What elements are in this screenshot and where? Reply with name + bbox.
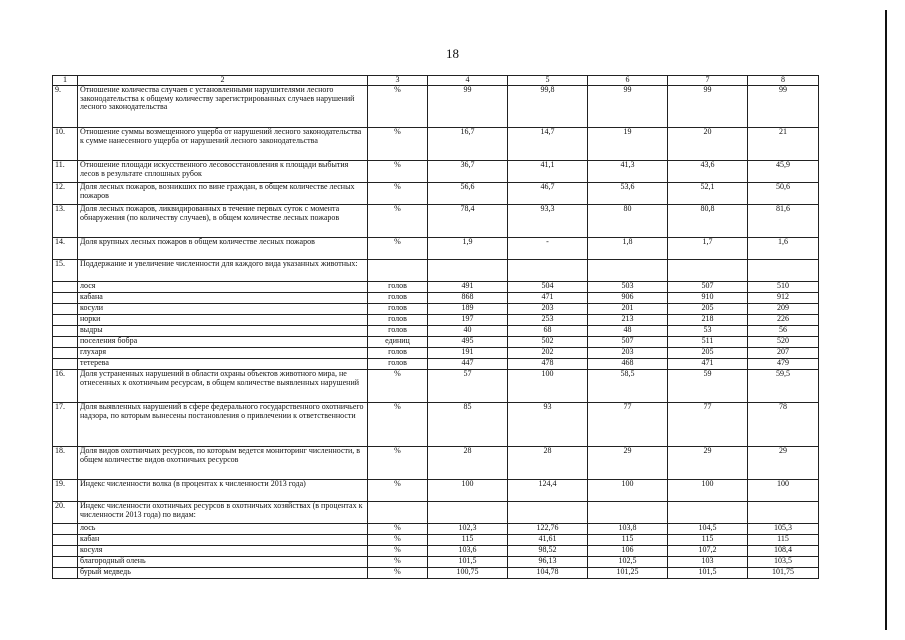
unit: % [368,557,428,568]
value-cell: 107,2 [668,546,748,557]
value-cell: 115 [748,535,819,546]
unit [368,260,428,282]
indicator-name: Поддержание и увеличение численности для каждого вида указанных животных: [78,260,368,282]
value-cell [668,260,748,282]
value-cell: 100 [428,480,508,502]
value-cell: 491 [428,282,508,293]
row-number: 13. [53,205,78,238]
page-number: 18 [446,46,459,61]
unit: % [368,480,428,502]
value-cell: 104,5 [668,524,748,535]
value-cell: 20 [668,128,748,161]
indicator-name: Отношение площади искусственного лесовосстановления к площади выбытия лесов в результате сплошных рубок [78,161,368,183]
table-header-row [53,76,819,86]
indicator-name: Отношение количества случаев с установленными нарушителями лесного законодательства к общему количеству зарегистрированных случаев нарушений лесного законодательства [78,86,368,128]
indicator-name: Индекс численности волка (в процентах к численности 2013 года) [78,480,368,502]
value-cell: 106 [588,546,668,557]
value-cell: 58,5 [588,370,668,403]
value-cell: 99 [668,86,748,128]
value-cell: 53 [668,326,748,337]
value-cell: 478 [508,359,588,370]
indicator-name: тетерева [78,359,368,370]
indicator-name: благородный олень [78,557,368,568]
value-cell: 197 [428,315,508,326]
indicators-table [52,75,819,579]
value-cell: 203 [508,304,588,315]
value-cell: 520 [748,337,819,348]
column-header: 6 [588,76,668,86]
table-subrow [53,557,819,568]
value-cell: 205 [668,304,748,315]
value-cell: 40 [428,326,508,337]
row-number [53,282,78,293]
value-cell [508,502,588,524]
value-cell: 28 [508,447,588,480]
value-cell: 471 [508,293,588,304]
value-cell: 226 [748,315,819,326]
value-cell: 85 [428,403,508,447]
row-number [53,557,78,568]
indicator-name: поселения бобра [78,337,368,348]
value-cell: 101,5 [428,557,508,568]
value-cell: 253 [508,315,588,326]
unit: % [368,370,428,403]
value-cell: 495 [428,337,508,348]
indicator-name: кабана [78,293,368,304]
value-cell [588,260,668,282]
row-number [53,326,78,337]
value-cell: 115 [428,535,508,546]
row-number: 10. [53,128,78,161]
column-header: 5 [508,76,588,86]
row-number: 20. [53,502,78,524]
value-cell: 99 [588,86,668,128]
indicator-name: косули [78,304,368,315]
row-number [53,315,78,326]
table-subrow [53,337,819,348]
table-subrow [53,348,819,359]
value-cell: 80,8 [668,205,748,238]
value-cell: 101,75 [748,568,819,579]
column-header: 3 [368,76,428,86]
value-cell: 471 [668,359,748,370]
indicator-name: Доля видов охотничьих ресурсов, по которым ведется мониторинг численности, в общем количестве видов охотничьих ресурсов [78,447,368,480]
table-subrow [53,568,819,579]
value-cell: 68 [508,326,588,337]
table-row [53,161,819,183]
unit: % [368,568,428,579]
indicator-name: Доля лесных пожаров, возникших по вине граждан, в общем количестве лесных пожаров [78,183,368,205]
table-subrow [53,546,819,557]
row-number [53,337,78,348]
unit: голов [368,348,428,359]
value-cell: 124,4 [508,480,588,502]
value-cell: 29 [588,447,668,480]
value-cell: 1,6 [748,238,819,260]
value-cell: 28 [428,447,508,480]
unit: % [368,86,428,128]
value-cell: 53,6 [588,183,668,205]
table-row [53,447,819,480]
unit: единиц [368,337,428,348]
value-cell: - [508,238,588,260]
value-cell: 41,61 [508,535,588,546]
table-row [53,260,819,282]
table-subrow [53,282,819,293]
value-cell: 52,1 [668,183,748,205]
value-cell: 100,75 [428,568,508,579]
value-cell: 507 [588,337,668,348]
value-cell: 16,7 [428,128,508,161]
unit: голов [368,282,428,293]
unit: % [368,205,428,238]
value-cell [428,502,508,524]
value-cell: 503 [588,282,668,293]
value-cell: 100 [508,370,588,403]
value-cell: 191 [428,348,508,359]
value-cell: 207 [748,348,819,359]
value-cell: 510 [748,282,819,293]
row-number [53,293,78,304]
value-cell: 479 [748,359,819,370]
unit: голов [368,293,428,304]
value-cell [428,260,508,282]
indicator-name: норки [78,315,368,326]
value-cell: 447 [428,359,508,370]
value-cell [748,260,819,282]
row-number: 12. [53,183,78,205]
value-cell: 36,7 [428,161,508,183]
table-body [53,76,819,579]
value-cell: 507 [668,282,748,293]
row-number: 18. [53,447,78,480]
unit: % [368,238,428,260]
value-cell: 99 [748,86,819,128]
value-cell: 102,3 [428,524,508,535]
value-cell: 1,9 [428,238,508,260]
value-cell: 189 [428,304,508,315]
value-cell: 100 [748,480,819,502]
value-cell: 29 [668,447,748,480]
value-cell: 868 [428,293,508,304]
table-row [53,183,819,205]
unit: голов [368,359,428,370]
column-header: 2 [78,76,368,86]
table-row [53,403,819,447]
row-number: 19. [53,480,78,502]
value-cell: 93,3 [508,205,588,238]
value-cell: 57 [428,370,508,403]
table-row [53,238,819,260]
value-cell: 213 [588,315,668,326]
value-cell: 100 [588,480,668,502]
value-cell: 43,6 [668,161,748,183]
value-cell: 93 [508,403,588,447]
value-cell: 78,4 [428,205,508,238]
value-cell: 77 [588,403,668,447]
unit: % [368,161,428,183]
row-number [53,535,78,546]
value-cell: 78 [748,403,819,447]
table-subrow [53,293,819,304]
value-cell: 59,5 [748,370,819,403]
value-cell: 910 [668,293,748,304]
value-cell: 81,6 [748,205,819,238]
indicator-name: Отношение суммы возмещенного ущерба от нарушений лесного законодательства к сумме нанесенного ущерба от нарушений лесного законодательства [78,128,368,161]
table-subrow [53,359,819,370]
table-row [53,128,819,161]
row-number: 17. [53,403,78,447]
value-cell: 202 [508,348,588,359]
table-row [53,502,819,524]
value-cell: 96,13 [508,557,588,568]
row-number [53,524,78,535]
indicator-name: Доля устраненных нарушений в области охраны объектов животного мира, не отнесенных к охотничьим ресурсам, в общем количестве выявленных нарушений [78,370,368,403]
row-number [53,568,78,579]
unit: % [368,524,428,535]
value-cell: 46,7 [508,183,588,205]
value-cell: 115 [668,535,748,546]
unit: % [368,447,428,480]
value-cell: 48 [588,326,668,337]
value-cell: 209 [748,304,819,315]
value-cell: 50,6 [748,183,819,205]
value-cell: 103,6 [428,546,508,557]
row-number: 16. [53,370,78,403]
unit [368,502,428,524]
value-cell: 103,5 [748,557,819,568]
value-cell: 103 [668,557,748,568]
indicator-name: Доля крупных лесных пожаров в общем количестве лесных пожаров [78,238,368,260]
row-number [53,348,78,359]
value-cell: 906 [588,293,668,304]
indicator-name: кабан [78,535,368,546]
value-cell: 122,76 [508,524,588,535]
column-header: 8 [748,76,819,86]
table-row [53,370,819,403]
value-cell: 99,8 [508,86,588,128]
row-number [53,304,78,315]
indicator-name: Доля выявленных нарушений в сфере федерального государственного охотничьего надзора, по которым вынесены постановления о привлечении к ответственности [78,403,368,447]
value-cell: 502 [508,337,588,348]
value-cell: 19 [588,128,668,161]
value-cell: 104,78 [508,568,588,579]
value-cell: 115 [588,535,668,546]
value-cell: 205 [668,348,748,359]
value-cell: 77 [668,403,748,447]
table-subrow [53,315,819,326]
page-edge-line [885,10,887,630]
row-number [53,359,78,370]
indicator-name: глухаря [78,348,368,359]
value-cell [748,502,819,524]
unit: % [368,546,428,557]
unit: голов [368,315,428,326]
value-cell: 100 [668,480,748,502]
unit: % [368,183,428,205]
value-cell: 101,25 [588,568,668,579]
row-number: 9. [53,86,78,128]
column-header: 7 [668,76,748,86]
value-cell: 41,1 [508,161,588,183]
row-number [53,546,78,557]
value-cell: 102,5 [588,557,668,568]
value-cell [588,502,668,524]
table-subrow [53,304,819,315]
value-cell: 101,5 [668,568,748,579]
indicator-name: лось [78,524,368,535]
row-number: 11. [53,161,78,183]
value-cell: 80 [588,205,668,238]
value-cell: 108,4 [748,546,819,557]
value-cell: 103,8 [588,524,668,535]
indicator-name: косуля [78,546,368,557]
value-cell: 468 [588,359,668,370]
value-cell: 1,8 [588,238,668,260]
unit: голов [368,304,428,315]
table-row [53,480,819,502]
value-cell: 59 [668,370,748,403]
table-subrow [53,524,819,535]
value-cell: 504 [508,282,588,293]
column-header: 4 [428,76,508,86]
indicator-name: лося [78,282,368,293]
value-cell [508,260,588,282]
table-row [53,86,819,128]
row-number: 15. [53,260,78,282]
value-cell: 511 [668,337,748,348]
value-cell: 41,3 [588,161,668,183]
value-cell: 201 [588,304,668,315]
value-cell: 14,7 [508,128,588,161]
unit: голов [368,326,428,337]
indicator-name: выдры [78,326,368,337]
value-cell: 105,3 [748,524,819,535]
value-cell: 218 [668,315,748,326]
table-subrow [53,535,819,546]
indicator-name: бурый медведь [78,568,368,579]
value-cell: 21 [748,128,819,161]
unit: % [368,535,428,546]
indicator-name: Индекс численности охотничьих ресурсов в охотничьих хозяйствах (в процентах к численности 2013 года) по видам: [78,502,368,524]
value-cell: 56,6 [428,183,508,205]
value-cell: 98,52 [508,546,588,557]
unit: % [368,403,428,447]
table-row [53,205,819,238]
unit: % [368,128,428,161]
value-cell: 99 [428,86,508,128]
row-number: 14. [53,238,78,260]
value-cell [668,502,748,524]
column-header: 1 [53,76,78,86]
value-cell: 203 [588,348,668,359]
indicator-name: Доля лесных пожаров, ликвидированных в течение первых суток с момента обнаружения (по количеству случаев), в общем количестве лесных пожаров [78,205,368,238]
value-cell: 45,9 [748,161,819,183]
value-cell: 1,7 [668,238,748,260]
value-cell: 912 [748,293,819,304]
value-cell: 29 [748,447,819,480]
table-subrow [53,326,819,337]
value-cell: 56 [748,326,819,337]
